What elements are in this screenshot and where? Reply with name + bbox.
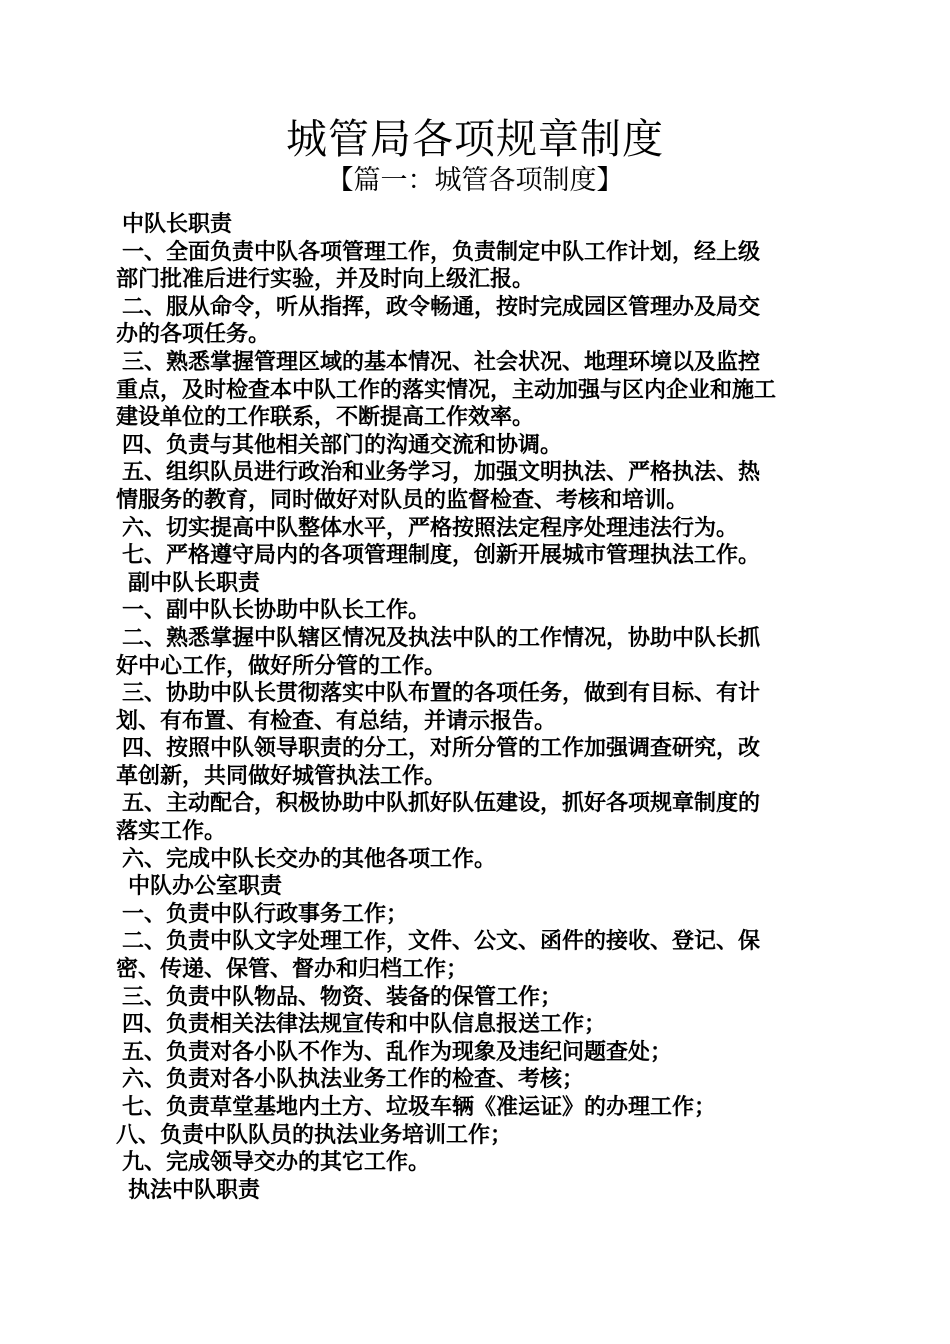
body-line: 一、全面负责中队各项管理工作，负责制定中队工作计划，经上级	[122, 239, 761, 265]
body-line: 三、熟悉掌握管理区域的基本情况、社会状况、地理环境以及监控	[122, 349, 761, 375]
body-line: 九、完成领导交办的其它工作。	[122, 1150, 431, 1176]
body-line: 四、负责相关法律法规宣传和中队信息报送工作；	[122, 1012, 607, 1038]
body-line: 五、负责对各小队不作为、乱作为现象及违纪问题查处；	[122, 1039, 673, 1065]
body-line: 六、负责对各小队执法业务工作的检查、考核；	[122, 1067, 585, 1093]
body-line: 七、负责草堂基地内土方、垃圾车辆《准运证》的办理工作；	[122, 1095, 717, 1120]
body-line: 七、严格遵守局内的各项管理制度，创新开展城市管理执法工作。	[122, 543, 761, 569]
body-line: 八、负责中队队员的执法业务培训工作；	[116, 1122, 513, 1148]
body-line: 办的各项任务。	[116, 322, 271, 348]
body-line: 三、协助中队长贯彻落实中队布置的各项任务，做到有目标、有计	[122, 681, 761, 707]
body-line: 二、服从命令，听从指挥，政令畅通，按时完成园区管理办及局交	[122, 294, 761, 320]
body-line: 六、完成中队长交办的其他各项工作。	[122, 846, 497, 872]
body-line: 二、熟悉掌握中队辖区情况及执法中队的工作情况，协助中队长抓	[122, 625, 761, 651]
document-title: 城管局各项规章制度	[286, 115, 664, 163]
body-line: 好中心工作，做好所分管的工作。	[116, 653, 447, 679]
body-line: 重点，及时检查本中队工作的落实情况，主动加强与区内企业和施工	[116, 377, 777, 403]
document-subtitle: 【篇一：城管各项制度】	[326, 165, 624, 196]
body-line: 情服务的教育，同时做好对队员的监督检查、考核和培训。	[116, 487, 689, 513]
body-line: 六、切实提高中队整体水平，严格按照法定程序处理违法行为。	[122, 515, 739, 541]
body-line: 部门批准后进行实验，并及时向上级汇报。	[116, 267, 535, 293]
body-line: 建设单位的工作联系，不断提高工作效率。	[116, 405, 535, 431]
body-line: 密、传递、保管、督办和归档工作；	[116, 957, 469, 983]
body-line: 三、负责中队物品、物资、装备的保管工作；	[122, 984, 563, 1010]
body-line: 一、负责中队行政事务工作；	[122, 901, 409, 927]
document-body	[116, 211, 836, 1204]
body-line: 革创新，共同做好城管执法工作。	[116, 763, 447, 789]
body-line: 四、负责与其他相关部门的沟通交流和协调。	[122, 432, 563, 458]
body-line: 划、有布置、有检查、有总结，并请示报告。	[116, 708, 557, 734]
section-heading: 中队办公室职责	[128, 874, 283, 900]
body-line: 二、负责中队文字处理工作，文件、公文、函件的接收、登记、保	[122, 929, 761, 955]
body-line: 五、主动配合，积极协助中队抓好队伍建设，抓好各项规章制度的	[122, 791, 761, 817]
section-heading: 执法中队职责	[128, 1177, 261, 1203]
body-line: 落实工作。	[116, 819, 227, 845]
body-line: 五、组织队员进行政治和业务学习，加强文明执法、严格执法、热	[122, 460, 761, 486]
body-line: 四、按照中队领导职责的分工，对所分管的工作加强调查研究，改	[122, 736, 761, 762]
body-line: 中队长职责	[122, 212, 233, 237]
body-line: 一、副中队长协助中队长工作。	[122, 598, 431, 624]
section-heading: 副中队长职责	[128, 570, 261, 596]
